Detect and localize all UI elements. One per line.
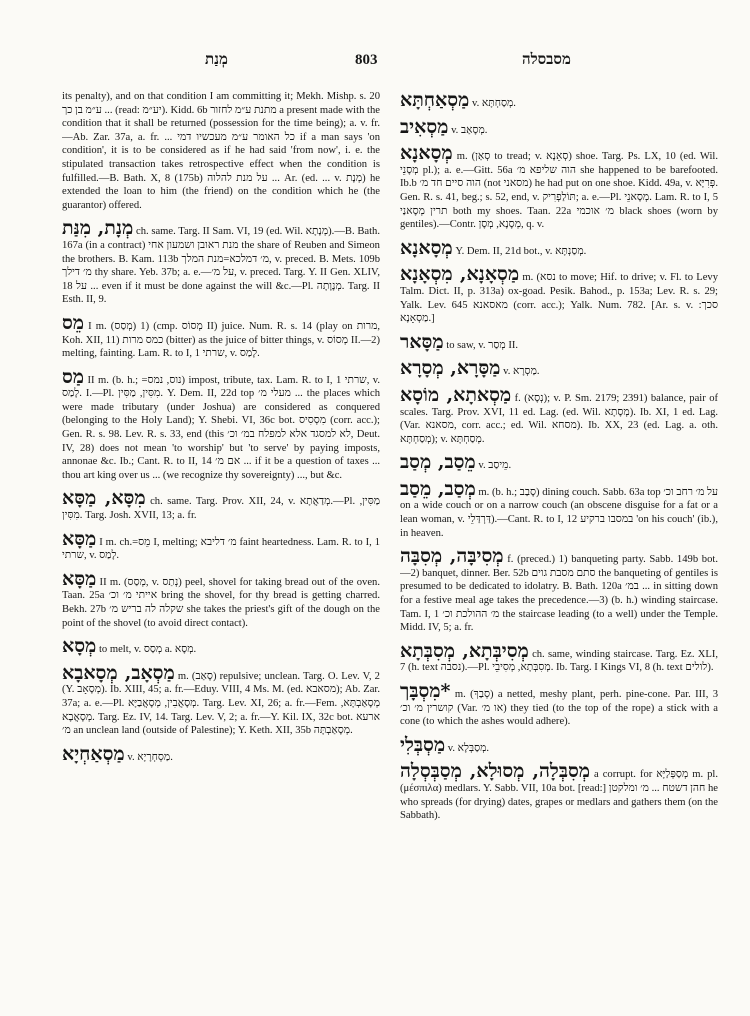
dictionary-entry bbox=[400, 546, 718, 635]
dictionary-entry bbox=[62, 218, 380, 307]
dictionary-entry bbox=[62, 636, 380, 657]
dictionary-entry bbox=[400, 143, 718, 232]
left-column bbox=[62, 90, 380, 1000]
dictionary-entry bbox=[400, 264, 718, 325]
entry-definition: m. (סְבַךְ) a netted, meshy plant, perh. pine-cone. Par. III, 3 קושרין מ׳ וכ׳ (Var. או מ׳) they tied (to the top of the rope) a stick with a cone (to which the ashes would adhere). bbox=[400, 689, 718, 728]
entry-definition: I m. (מְסַס) 1) (cmp. מְסוֹס II) juice. Num. R. s. 14 (play on מרות, Koh. XII, 11) כמס מרות (bitter) as the juice of bitter things, v. מְסוֹס II.—2) melting, fainting. Lam. R. to I, 1 שרתי, v. לָמַס. bbox=[62, 320, 380, 360]
entry-definition: m. (סְאַן to tread; v. סְאֵנָא) shoe. Targ. Ps. LX, 10 (ed. Wil. מְסָנֵי pl.); a. e.—Gitt. 56a הוה שליפא מ׳ she happened to be barefooted. Ib.b הוה סיים חד מ׳ (not מסאני) he had put on one shoe. Kidd. 49a, v. פְּרִיָּא. Gen. R. s. 41, beg.; s. 52, end, v. תּוֹלַפְרִיק; a. e.—Pl. מְסָאנֵי. Lam. R. to I, 5 תרין מְסָאנַי both my shoes. Taan. 22a מ׳ אוכמי black shoes (worn by gentiles).—Contr. מְסָנָא, מְסָן, q. v. bbox=[400, 151, 718, 231]
dictionary-entry bbox=[62, 367, 380, 483]
entry-headword: מִסָּא, מַסָּא bbox=[62, 487, 146, 510]
entry-definition: a corrupt. for מְסַפְּלַיָּא m. pl. (μέσπιλα) medlars. Y. Sabb. VII, 10a bot. [read:] חהן דשטח ... מ׳ ומלקטן he who spreads (for drying) dates, grapes or medlars and gathers them (on the Sabbath). bbox=[400, 769, 718, 822]
entry-headword: *מִסְבָּך bbox=[400, 680, 451, 702]
dictionary-entry bbox=[400, 117, 718, 138]
entry-headword: מַסְאָנָא, מִסְאָנָא bbox=[400, 263, 520, 286]
entry-definition: II m. (b. h.; =נוס, נמס) impost, tribute, tax. Lam. R. to I, 1 שרתי, v. לָמַס. I.—Pl. מִסִּין, מַסִּין. Y. Dem. II, 22d top מעלי מ׳ ... the places which were made tributary (under Joshua) are considered as conquered (belonging to the Holy Land); Y. Shebi. VI, 36c bot. מִסְסִיס (corr. acc.); Gen. R. s. 98. Lev. R. s. 33, end (this לא למסגד אלא למפלח במ׳ וכ׳, Deut. IV, 28) does not mean 'to worship' but 'to serve' by paying imposts, annonae &c. Ib.; Cant. R. to II, 14 אם מ׳ ... if it be a question of taxes ... thou art king over us ... (we recognize thy sovereignty) ..., but &c. bbox=[62, 374, 380, 481]
entry-headword: מַסָּא bbox=[62, 527, 97, 550]
running-head-left: מְנַת bbox=[205, 52, 228, 68]
entry-headword: מֵסַב, מְסַב bbox=[400, 451, 476, 474]
entry-definition: m. (b. h.; סָבַב) dining couch. Sabb. 63a top על מ׳ רחב וכ׳ on a wide couch or on a narrow couch (an obscene disguise for a fat or a lean woman, v. דַּרְדַּלֵי).—Cant. R. to I, 12 במסבו ברקיע 'on his couch' (ib.), in heaven. bbox=[400, 486, 718, 539]
entry-headword: מַסְאתָא, מוֹסָא bbox=[400, 383, 512, 406]
dictionary-entry bbox=[400, 238, 718, 259]
dictionary-entry bbox=[400, 641, 718, 675]
entry-definition: its penalty), and on that condition I am committing it; Mekh. Mishp. s. 20 ע״מ בן כך ... (read: יע״מ). Kidd. 6b מתנת ע״מ לחזור a present made with the condition that it shall be returned (possession for the time being); a. v. fr.—Ab. Zar. 37a, a. fr. ... כל האומר ע״מ מעכשיו דמי if a man says 'on condition', it is to be considered as if he had said 'from now', i. e. the stipulated transaction takes retrospective effect when the condition is fulfilled.—B. Bath. X, 8 (175b) על מנת להלוה ... Ar. (ed. ... v. מְנָת) he extended the loan to him (the friend) on the condition which he (the guarantor) offered. bbox=[62, 91, 380, 211]
entry-definition: f. (preced.) 1) banqueting party. Sabb. 149b bot.—2) banquet, dinner. Ber. 52b סתם מסבת גוים the banqueting of gentiles is presumed to be dedicated to idolatry. B. Bath. 120a במ׳ ... in sitting down for a festive meal age takes the precedence.—3) (b. h.) winding staircase. Tam. I, 1 מ׳ ההולכת וכ׳ the staircase leading (to a well) under the Temple. Midd. IV, 5; a. fr. bbox=[400, 554, 718, 634]
page-number: 803 bbox=[355, 52, 378, 68]
entry-definition: ch. same. Targ. II Sam. VI, 19 (ed. Wil. מְנָתָא).—B. Bath. 167a (in a contract) מנת ראובן ושמעון אחי the share of Reuben and Simeon the brothers. B. Kam. 113b מ׳ דמלכא=מנת המלך, v. preced. B. Mets. 109b מ׳ דילך thy share. Yeb. 37b; a. e.—על מ׳, v. preced. Targ. Y. II Gen. XLIV, 18 על ... even if it must be done against the will &c.—Pl. מְנָוָתָה. Targ. II Esth. II, 9. bbox=[62, 226, 380, 306]
dictionary-entry bbox=[400, 479, 718, 540]
entry-headword: מֵס bbox=[62, 311, 85, 334]
entry-headword: מְסַב, מֵסַב bbox=[400, 477, 476, 500]
entry-definition: Y. Dem. II, 21d bot., v. מְסַנְתָּא. bbox=[455, 245, 587, 257]
entry-definition: ch. same. Targ. Prov. XII, 24, v. מְדַאֲתָא.—Pl. מַסִּין, מִסִּין. Targ. Josh. XVII, 13; a. fr. bbox=[62, 496, 380, 522]
entry-definition: v. מַסְחְרָיָא. bbox=[127, 751, 173, 763]
entry-headword: מְסִיבָּה, מְסִבָּה bbox=[400, 545, 504, 568]
dictionary-entry bbox=[400, 358, 718, 379]
entry-headword: מַסְאָב, מְסָאבָא bbox=[62, 661, 175, 684]
dictionary-entry bbox=[400, 681, 718, 729]
entry-headword: מַסָּאר bbox=[400, 330, 444, 353]
entry-definition: v. מֵיסַב. bbox=[478, 460, 512, 472]
entry-definition: II m. (מְסַס, v. נְתַס) peel, shovel for taking bread out of the oven. Taan. 25a אייתי מ׳ וכ׳ bring the shovel, for thy bread is getting charred. Bekh. 27b שקלה לה בריש מ׳ she takes the priest's gift of the dough on the point of the shovel (to avoid direct contact). bbox=[62, 576, 380, 629]
entry-definition: f. (נְסָא); v. P. Sm. 2179; 2391) balance, pair of scales. Targ. Prov. XVI, 11 ed. Lag. (ed. Wil. מְסָתָא). Ib. XI, 1 ed. Lag. (Var. מסאנא, corr. acc.; ed. Wil. מסחא). Ib. XX, 23 (ed. Lag. a. oth. מְסַחְתָּא); v. מְסַחְתָּא. bbox=[400, 392, 718, 445]
entry-headword: מַסְאַחְיָא bbox=[62, 742, 125, 765]
dictionary-entry bbox=[62, 529, 380, 563]
entry-definition: to melt, v. מְסַס a. מְסָא. bbox=[98, 644, 197, 656]
entry-headword: מַסְאִיב bbox=[400, 115, 449, 138]
entry-definition: m. (סָאַב) repulsive; unclean. Targ. O. Lev. V, 2 (Y. מְסָאָב). Ib. XIII, 45; a. fr.—Eduy. VIII, 4 Ms. M. (ed. מסאבא); Ab. Zar. 37a; a. e.—Pl. מְסָאֲבִין, מְסָאֲבַיָּא. Targ. Lev. XI, 26; a. fr.—Fem. מְסָאַבְתָּא, מְסָאֲבָא. Targ. Ez. IV, 14. Targ. Lev. V, 2; a. fr.—Y. Kil. IX, 32c bot. ארעא מ׳ an unclean land (outside of Palestine); Y. Keth. XII, 35b מְסָאַבְתָּה. bbox=[62, 670, 380, 737]
entry-definition: m. (נסא to move; Hif. to drive; v. Fl. to Levy Talm. Dict. II, p. 313a) ox-goad. Pesik. Bahod., p. 153a; Lev. R. s. 29; Yalk. Lev. 645 מאסאנא (corr. acc.); Yalk. Num. 782. [Ar. s. v. סכך: מַסְאָנָא.] bbox=[400, 272, 718, 325]
dictionary-entry bbox=[62, 90, 380, 212]
dictionary-entry bbox=[400, 452, 718, 473]
entry-definition: to saw, v. מְסַר II. bbox=[446, 339, 519, 351]
entry-headword: מְנָת, מִנַּת bbox=[62, 217, 134, 240]
dictionary-entry bbox=[400, 735, 718, 756]
dictionary-entry bbox=[400, 332, 718, 353]
entry-definition: v. מְסָאַב. bbox=[451, 124, 488, 136]
entry-definition: ch. same, winding staircase. Targ. Ez. XLI, 7 (h. text נסבה).—Pl. מְסִבְּתָא, מְסִיבֵי. Ib. Targ. I Kings VI, 8 (h. text לולים). bbox=[400, 648, 718, 674]
dictionary-entry bbox=[400, 90, 718, 111]
running-head-right: מסבסלה bbox=[522, 52, 571, 68]
dictionary-entry bbox=[62, 569, 380, 630]
entry-headword: מְסִבְּלָה, מְסוּלָא, מְסַבְּסְלָה bbox=[400, 760, 591, 783]
entry-definition: v. מְסַחְתָּא. bbox=[471, 98, 516, 109]
entry-definition: v. מַסְרָא. bbox=[503, 366, 540, 378]
entry-headword: מַס bbox=[62, 365, 85, 388]
dictionary-entry bbox=[400, 761, 718, 822]
dictionary-entry bbox=[62, 663, 380, 738]
entry-headword: מְסָאנָא bbox=[400, 142, 453, 165]
entry-definition: v. מְסַבְּלָא. bbox=[447, 742, 490, 754]
entry-headword: מַסְאַחְתָּא bbox=[400, 90, 470, 111]
entry-headword: מַסְבְּלִי bbox=[400, 733, 446, 756]
dictionary-entry bbox=[62, 488, 380, 522]
right-column bbox=[400, 90, 718, 1000]
dictionary-entry bbox=[62, 313, 380, 361]
dictionary-entry bbox=[62, 744, 380, 765]
entry-headword: מְסָא bbox=[62, 635, 97, 658]
entry-headword: מַסָּרָא, מְסָרָא bbox=[400, 357, 501, 380]
dictionary-entry bbox=[400, 385, 718, 446]
entry-headword: מְסִיבְּתָא, מְסִבְּתָא bbox=[400, 639, 529, 662]
entry-definition: I m. ch.=מֵס I, melting; מ׳ דליבא faint heartedness. Lam. R. to I, 1 שרתי, v. לָמַס. bbox=[62, 536, 380, 562]
entry-headword: מַסָּא bbox=[62, 567, 97, 590]
entry-headword: מְסָאנָא bbox=[400, 236, 453, 259]
